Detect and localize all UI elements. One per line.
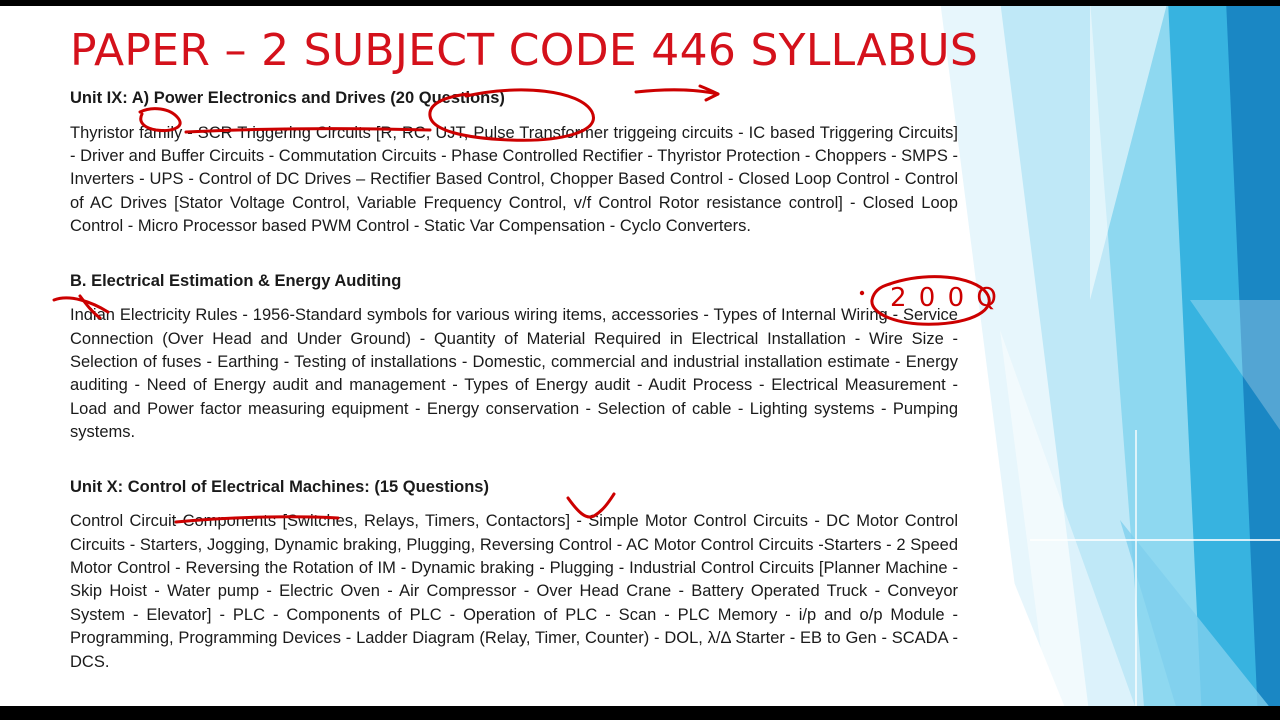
top-black-bar — [0, 0, 1280, 6]
bottom-black-bar — [0, 706, 1280, 720]
section-body-estimation: Indian Electricity Rules - 1956-Standard symbols for various wiring items, accessories - Types of Internal Wiring - Service Connection (Over Head and Under Ground) - Quantity of Material Required in Electrical Installation - Wire Size - Selection of fuses - Earthing - Testing of installations - Domestic, commercial and industrial installation estimate - Energy auditing - Need of Energy audit and management - Types of Energy audit - Audit Process - Electrical Measurement - Load and Power factor measuring equipment - Energy conservation - Selection of cable - Lighting systems - Pumping systems. — [70, 306, 958, 442]
section-body-unit-x: Control Circuit Components [Switches, Relays, Timers, Contactors] - Simple Motor Control Circuits - DC Motor Control Circuits - Starters, Jogging, Dynamic braking, Plugging, Reversing Control - AC Motor Control Circuits -Starters - 2 Speed Motor Control - Reversing the Rotation of IM - Dynamic braking - Plugging - Industrial Control Circuits [Planner Machine - Skip Hoist - Water pump - Electric Oven - Air Compressor - Over Head Crane - Battery Operated Truck - Conveyor System - Elevator] - PLC - Components of PLC - Operation of PLC - Scan - PLC Memory - i/p and o/p Module - Programming, Programming Devices - Ladder Diagram (Relay, Timer, Counter) - DOL, λ/Δ Starter - EB to Gen - SCADA - DCS. — [70, 512, 958, 671]
ink-text-200q: 2 0 0 Q — [890, 283, 999, 313]
decorative-graphic — [940, 0, 1280, 720]
section-heading-unit-ix: Unit IX: A) Power Electronics and Drives (20 Questions) — [70, 89, 505, 108]
section-body-unit-ix: Thyristor family - SCR Triggering Circuits [R, RC, UJT, Pulse Transformer triggeing circuits - IC based Triggering Circuits] - Driver and Buffer Circuits - Commutation Circuits - Phase Controlled Rectifier - Thyristor Protection - Choppers - SMPS - Inverters - UPS - Control of DC Drives – Rectifier Based Control, Chopper Based Control - Closed Loop Control - Control of AC Drives [Stator Voltage Control, Variable Frequency Control, v/f Control Rotor resistance control] - Closed Loop Control - Micro Processor based PWM Control - Static Var Compensation - Cyclo Converters. — [70, 123, 958, 236]
spacer — [70, 243, 970, 257]
section-heading-estimation: B. Electrical Estimation & Energy Auditing — [70, 271, 402, 290]
slide-content — [70, 25, 979, 678]
section-heading-unit-x: Unit X: Control of Electrical Machines: (15 Questions) — [70, 477, 489, 496]
spacer — [70, 449, 970, 463]
page-title: PAPER – 2 SUBJECT CODE 446 SYLLABUS — [70, 25, 979, 76]
